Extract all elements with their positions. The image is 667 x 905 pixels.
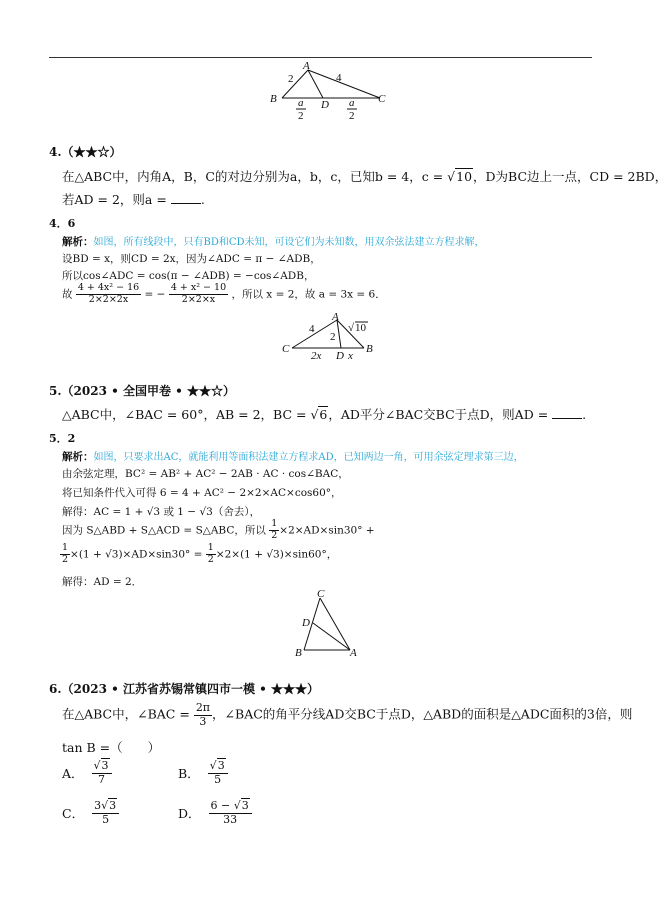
fig3-label-a: A: [350, 647, 357, 659]
fig1-half-1: a: [298, 97, 304, 109]
q4-line-1-a: 在△ABC中，内角A，B，C的对边分别为a，b，c，已知b = 4，c =: [62, 169, 448, 184]
fig1-label-a: A: [303, 60, 310, 72]
q5-answer-blank[interactable]: [552, 408, 582, 419]
q6-option-c-value: $\frac{3√3}{5}$: [92, 800, 119, 826]
q6-option-b-value: $\frac{√3}{5}$: [208, 760, 228, 786]
s5-line-2: 由余弦定理，BC² = AB² + AC² − 2AB · AC · cos∠BAC，: [62, 468, 349, 480]
q6-line-1-b: ，∠BAC的角平分线AD交BC于点D，△ABD的面积是△ADC面积的3倍，则: [212, 706, 633, 722]
s4-l4-post: ，所以 x = 2，故 a = 3x = 6．: [231, 288, 386, 301]
q4-line-2: [62, 190, 205, 208]
s5-hint: 如图，只要求出AC，就能利用等面积法建立方程求AD，已知两边一角，可用余弦定理求第三边，: [93, 452, 524, 463]
q4-line-1-b: ，D为BC边上一点，CD = 2BD，: [473, 169, 667, 184]
s4-fraction-1: $\frac{\text{4 + 4x² − 16}}{2\times 2\times 2x}$: [77, 282, 140, 305]
q6-option-a[interactable]: [62, 760, 112, 786]
s5-l6-mid: ×(1 + √3)×AD×sin30° =: [70, 548, 203, 561]
fig3-label-c: C: [317, 588, 325, 600]
fig2-seg-cd: 2x: [311, 350, 322, 362]
s4-line-3: 所以cos∠ADC = cos(π − ∠ADB) = −cos∠ADB，: [62, 270, 315, 282]
fig2-label-c: C: [282, 343, 290, 355]
s4-label: 解析：: [62, 236, 94, 248]
q4-heading: 4.（★★☆）: [49, 145, 122, 159]
figure-triangle-3: [292, 586, 364, 658]
q6-fraction: $\frac{2\pi}{3}$: [195, 701, 211, 728]
s5-answer: 5．2: [49, 432, 76, 445]
q6-line-1-a: 在△ABC中，∠BAC =: [62, 706, 190, 722]
fig2-side-ab: √: [348, 322, 355, 334]
fig1-half-2: a: [349, 97, 355, 109]
fig3-label-b: B: [295, 647, 302, 659]
q6-heading: 6.（2023 • 江苏省苏锡常镇四市一模 • ★★★）: [49, 682, 319, 696]
fig3-label-d: D: [302, 617, 310, 629]
s5-line-5: [62, 519, 375, 542]
q4-sqrt-10: √10: [447, 169, 473, 184]
fig1-side-ac: 4: [336, 72, 342, 84]
top-rule: [49, 57, 592, 58]
q5-line-1: [62, 405, 586, 423]
s5-line-1: [62, 448, 524, 464]
q4-line-2-b: .: [200, 192, 205, 207]
s5-l6-fraction-1: $\frac{1}{2}$: [62, 542, 69, 565]
s5-line-7: 解得：AD = 2．: [62, 576, 143, 588]
s5-l5-fraction: $\frac{1}{2}$: [271, 518, 278, 541]
fig1-half-1-den: 2: [298, 110, 304, 122]
s4-line-4: [62, 283, 386, 306]
q6-line-2: tan B =（ ）: [62, 740, 161, 755]
fig2-label-b: B: [366, 343, 373, 355]
s5-l6-fraction-2: $\frac{1}{2}$: [207, 542, 214, 565]
s5-line-3: 将已知条件代入可得 6 = 4 + AC² − 2×2×AC×cos60°，: [62, 487, 342, 499]
s4-answer: 4．6: [49, 217, 76, 230]
fig1-label-c: C: [378, 93, 386, 105]
q6-option-b[interactable]: [178, 760, 228, 786]
q6-option-b-label: B．: [178, 766, 200, 782]
q4-answer-blank[interactable]: [171, 193, 201, 204]
s4-l4-pre: 故: [62, 288, 73, 301]
s5-label: 解析：: [62, 451, 94, 463]
q5-sqrt-6: √6: [310, 407, 328, 422]
s5-line-4: 解得：AC = 1 + √3 或 1 − √3（舍去），: [62, 506, 261, 518]
fig1-label-b: B: [270, 93, 277, 105]
fig1-half-2-den: 2: [349, 110, 355, 122]
fig2-label-d: D: [336, 350, 344, 362]
fig1-side-ab: 2: [288, 73, 294, 85]
q6-line-1: [62, 702, 632, 728]
figure-triangle-2: [280, 312, 380, 362]
q5-line-1-b: ，AD平分∠BAC交BC于点D，则AD =: [328, 407, 549, 422]
q6-option-d-value: $\frac{6 - √3}{33}$: [209, 800, 252, 826]
fig2-side-ab-rad: 10: [355, 322, 366, 334]
s4-line-2: 设BD = x，则CD = 2x，因为∠ADC = π − ∠ADB，: [62, 253, 321, 265]
fig2-side-ac: 4: [309, 323, 315, 335]
fig2-side-ad: 2: [330, 331, 336, 343]
q6-option-c[interactable]: [62, 800, 119, 826]
s5-l6-post: ×2×(1 + √3)×sin60°，: [215, 548, 338, 561]
s5-l5-post: ×2×AD×sin30° +: [279, 524, 375, 537]
q4-line-1: [62, 167, 667, 185]
q6-option-a-label: A．: [62, 766, 84, 782]
fig2-seg-db: x: [348, 350, 353, 362]
fig2-label-a: A: [332, 311, 339, 323]
s5-line-6: [60, 543, 337, 566]
q5-heading: 5.（2023 • 全国甲卷 • ★★☆）: [49, 384, 235, 398]
s4-eq: = −: [144, 288, 166, 301]
s4-line-1: [62, 233, 485, 249]
figure-triangle-1: [268, 60, 393, 122]
q6-option-c-label: C．: [62, 806, 85, 822]
q5-line-1-a: △ABC中，∠BAC = 60°，AB = 2，BC =: [62, 407, 311, 422]
s4-hint: 如图，所有线段中，只有BD和CD未知，可设它们为未知数，用双余弦法建立方程求解，: [93, 237, 485, 248]
s4-fraction-2: $\frac{\text{4 + x² − 10}}{2\times 2\times x}$: [170, 282, 227, 305]
q6-option-d-label: D．: [178, 806, 201, 822]
fig1-label-d: D: [321, 99, 329, 111]
q6-option-a-value: $\frac{√3}{7}$: [92, 760, 112, 786]
q5-line-1-c: .: [582, 407, 587, 422]
s5-l5-pre: 因为 S△ABD + S△ACD = S△ABC，所以: [62, 524, 266, 537]
q6-option-d[interactable]: [178, 800, 252, 826]
q4-line-2-a: 若AD = 2，则a =: [62, 192, 167, 207]
